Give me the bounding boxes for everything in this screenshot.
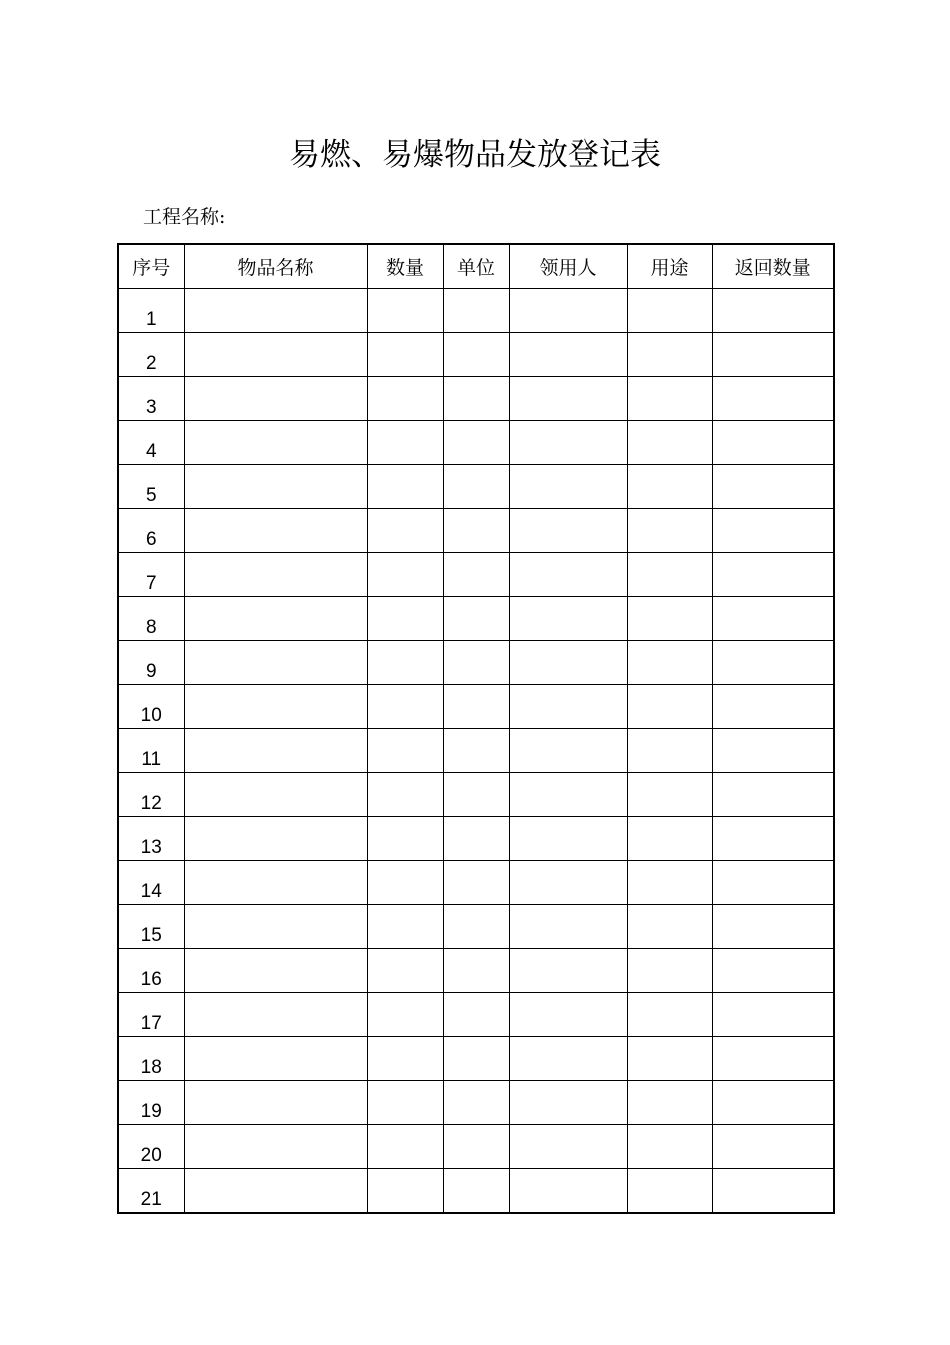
quantity-cell[interactable] — [367, 685, 443, 729]
return-quantity-cell[interactable] — [712, 861, 834, 905]
unit-cell[interactable] — [443, 289, 509, 333]
item-name-cell[interactable] — [184, 773, 367, 817]
register-table — [117, 243, 835, 1214]
table-row — [118, 553, 834, 597]
unit-cell[interactable] — [443, 509, 509, 553]
item-name-cell[interactable] — [184, 1125, 367, 1169]
quantity-cell[interactable] — [367, 773, 443, 817]
recipient-cell[interactable] — [509, 553, 627, 597]
purpose-cell[interactable] — [627, 1169, 712, 1214]
item-name-cell[interactable] — [184, 465, 367, 509]
quantity-cell[interactable] — [367, 1081, 443, 1125]
table-row — [118, 465, 834, 509]
table-row — [118, 333, 834, 377]
unit-cell[interactable] — [443, 817, 509, 861]
purpose-cell[interactable] — [627, 553, 712, 597]
item-name-cell[interactable] — [184, 641, 367, 685]
purpose-cell[interactable] — [627, 949, 712, 993]
quantity-cell[interactable] — [367, 333, 443, 377]
recipient-cell[interactable] — [509, 1125, 627, 1169]
serial-cell: 21 — [118, 1169, 184, 1214]
item-name-cell[interactable] — [184, 289, 367, 333]
recipient-cell[interactable] — [509, 597, 627, 641]
item-name-cell[interactable] — [184, 509, 367, 553]
unit-cell[interactable] — [443, 1081, 509, 1125]
quantity-cell[interactable] — [367, 905, 443, 949]
quantity-cell[interactable] — [367, 1125, 443, 1169]
return-quantity-cell[interactable] — [712, 817, 834, 861]
header-return-quantity: 返回数量 — [712, 244, 834, 289]
return-quantity-cell[interactable] — [712, 1037, 834, 1081]
table-row — [118, 861, 834, 905]
quantity-cell[interactable] — [367, 289, 443, 333]
quantity-cell[interactable] — [367, 553, 443, 597]
item-name-cell[interactable] — [184, 993, 367, 1037]
serial-cell: 18 — [118, 1037, 184, 1081]
recipient-cell[interactable] — [509, 377, 627, 421]
recipient-cell[interactable] — [509, 289, 627, 333]
return-quantity-cell[interactable] — [712, 949, 834, 993]
table-row — [118, 1037, 834, 1081]
item-name-cell[interactable] — [184, 861, 367, 905]
purpose-cell[interactable] — [627, 817, 712, 861]
serial-cell: 19 — [118, 1081, 184, 1125]
table-row — [118, 509, 834, 553]
return-quantity-cell[interactable] — [712, 421, 834, 465]
item-name-cell[interactable] — [184, 729, 367, 773]
recipient-cell[interactable] — [509, 949, 627, 993]
header-recipient: 领用人 — [509, 244, 627, 289]
serial-cell: 13 — [118, 817, 184, 861]
return-quantity-cell[interactable] — [712, 553, 834, 597]
quantity-cell[interactable] — [367, 993, 443, 1037]
item-name-cell[interactable] — [184, 905, 367, 949]
serial-cell: 20 — [118, 1125, 184, 1169]
unit-cell[interactable] — [443, 641, 509, 685]
recipient-cell[interactable] — [509, 421, 627, 465]
unit-cell[interactable] — [443, 729, 509, 773]
purpose-cell[interactable] — [627, 421, 712, 465]
serial-cell: 14 — [118, 861, 184, 905]
unit-cell[interactable] — [443, 861, 509, 905]
serial-cell: 2 — [118, 333, 184, 377]
header-purpose: 用途 — [627, 244, 712, 289]
return-quantity-cell[interactable] — [712, 509, 834, 553]
serial-cell: 15 — [118, 905, 184, 949]
recipient-cell[interactable] — [509, 685, 627, 729]
item-name-cell[interactable] — [184, 949, 367, 993]
item-name-cell[interactable] — [184, 817, 367, 861]
serial-cell: 10 — [118, 685, 184, 729]
return-quantity-cell[interactable] — [712, 993, 834, 1037]
purpose-cell[interactable] — [627, 1081, 712, 1125]
serial-cell: 17 — [118, 993, 184, 1037]
return-quantity-cell[interactable] — [712, 465, 834, 509]
item-name-cell[interactable] — [184, 553, 367, 597]
table-row — [118, 685, 834, 729]
table-row — [118, 289, 834, 333]
item-name-cell[interactable] — [184, 421, 367, 465]
table-row — [118, 949, 834, 993]
purpose-cell[interactable] — [627, 993, 712, 1037]
recipient-cell[interactable] — [509, 333, 627, 377]
recipient-cell[interactable] — [509, 905, 627, 949]
table-row — [118, 905, 834, 949]
quantity-cell[interactable] — [367, 1037, 443, 1081]
return-quantity-cell[interactable] — [712, 641, 834, 685]
recipient-cell[interactable] — [509, 1081, 627, 1125]
quantity-cell[interactable] — [367, 509, 443, 553]
return-quantity-cell[interactable] — [712, 597, 834, 641]
header-serial: 序号 — [118, 244, 184, 289]
purpose-cell[interactable] — [627, 597, 712, 641]
unit-cell[interactable] — [443, 685, 509, 729]
unit-cell[interactable] — [443, 465, 509, 509]
quantity-cell[interactable] — [367, 465, 443, 509]
return-quantity-cell[interactable] — [712, 289, 834, 333]
item-name-cell[interactable] — [184, 597, 367, 641]
purpose-cell[interactable] — [627, 377, 712, 421]
quantity-cell[interactable] — [367, 817, 443, 861]
recipient-cell[interactable] — [509, 1169, 627, 1214]
purpose-cell[interactable] — [627, 1037, 712, 1081]
unit-cell[interactable] — [443, 949, 509, 993]
table-row — [118, 1169, 834, 1214]
quantity-cell[interactable] — [367, 597, 443, 641]
project-name-label: 工程名称: — [143, 206, 226, 228]
serial-cell: 16 — [118, 949, 184, 993]
header-item-name: 物品名称 — [184, 244, 367, 289]
purpose-cell[interactable] — [627, 861, 712, 905]
purpose-cell[interactable] — [627, 1125, 712, 1169]
serial-cell: 7 — [118, 553, 184, 597]
serial-cell: 9 — [118, 641, 184, 685]
header-quantity: 数量 — [367, 244, 443, 289]
header-unit: 单位 — [443, 244, 509, 289]
unit-cell[interactable] — [443, 773, 509, 817]
item-name-cell[interactable] — [184, 1081, 367, 1125]
purpose-cell[interactable] — [627, 641, 712, 685]
serial-cell: 11 — [118, 729, 184, 773]
table-row — [118, 817, 834, 861]
return-quantity-cell[interactable] — [712, 1081, 834, 1125]
serial-cell: 5 — [118, 465, 184, 509]
return-quantity-cell[interactable] — [712, 377, 834, 421]
return-quantity-cell[interactable] — [712, 729, 834, 773]
purpose-cell[interactable] — [627, 773, 712, 817]
recipient-cell[interactable] — [509, 773, 627, 817]
quantity-cell[interactable] — [367, 1169, 443, 1214]
unit-cell[interactable] — [443, 905, 509, 949]
table-row — [118, 1081, 834, 1125]
return-quantity-cell[interactable] — [712, 773, 834, 817]
table-row — [118, 773, 834, 817]
return-quantity-cell[interactable] — [712, 905, 834, 949]
serial-cell: 8 — [118, 597, 184, 641]
recipient-cell[interactable] — [509, 861, 627, 905]
quantity-cell[interactable] — [367, 729, 443, 773]
purpose-cell[interactable] — [627, 685, 712, 729]
recipient-cell[interactable] — [509, 993, 627, 1037]
item-name-cell[interactable] — [184, 377, 367, 421]
unit-cell[interactable] — [443, 993, 509, 1037]
unit-cell[interactable] — [443, 1169, 509, 1214]
serial-cell: 3 — [118, 377, 184, 421]
table-row — [118, 377, 834, 421]
page-title: 易燃、易爆物品发放登记表 — [289, 137, 661, 173]
serial-cell: 4 — [118, 421, 184, 465]
table-row — [118, 1125, 834, 1169]
table-row — [118, 597, 834, 641]
unit-cell[interactable] — [443, 553, 509, 597]
quantity-cell[interactable] — [367, 641, 443, 685]
header-row — [118, 244, 834, 289]
purpose-cell[interactable] — [627, 465, 712, 509]
unit-cell[interactable] — [443, 597, 509, 641]
purpose-cell[interactable] — [627, 289, 712, 333]
table-row — [118, 641, 834, 685]
item-name-cell[interactable] — [184, 685, 367, 729]
return-quantity-cell[interactable] — [712, 1169, 834, 1214]
table-row — [118, 993, 834, 1037]
table-row — [118, 421, 834, 465]
purpose-cell[interactable] — [627, 509, 712, 553]
recipient-cell[interactable] — [509, 1037, 627, 1081]
purpose-cell[interactable] — [627, 729, 712, 773]
return-quantity-cell[interactable] — [712, 333, 834, 377]
item-name-cell[interactable] — [184, 1037, 367, 1081]
purpose-cell[interactable] — [627, 905, 712, 949]
unit-cell[interactable] — [443, 333, 509, 377]
item-name-cell[interactable] — [184, 333, 367, 377]
serial-cell: 12 — [118, 773, 184, 817]
recipient-cell[interactable] — [509, 509, 627, 553]
table-body — [118, 289, 834, 1214]
item-name-cell[interactable] — [184, 1169, 367, 1214]
table-row — [118, 729, 834, 773]
purpose-cell[interactable] — [627, 333, 712, 377]
unit-cell[interactable] — [443, 377, 509, 421]
unit-cell[interactable] — [443, 421, 509, 465]
return-quantity-cell[interactable] — [712, 1125, 834, 1169]
serial-cell: 6 — [118, 509, 184, 553]
quantity-cell[interactable] — [367, 377, 443, 421]
unit-cell[interactable] — [443, 1037, 509, 1081]
recipient-cell[interactable] — [509, 641, 627, 685]
unit-cell[interactable] — [443, 1125, 509, 1169]
quantity-cell[interactable] — [367, 861, 443, 905]
return-quantity-cell[interactable] — [712, 685, 834, 729]
recipient-cell[interactable] — [509, 729, 627, 773]
quantity-cell[interactable] — [367, 949, 443, 993]
serial-cell: 1 — [118, 289, 184, 333]
recipient-cell[interactable] — [509, 465, 627, 509]
recipient-cell[interactable] — [509, 817, 627, 861]
quantity-cell[interactable] — [367, 421, 443, 465]
